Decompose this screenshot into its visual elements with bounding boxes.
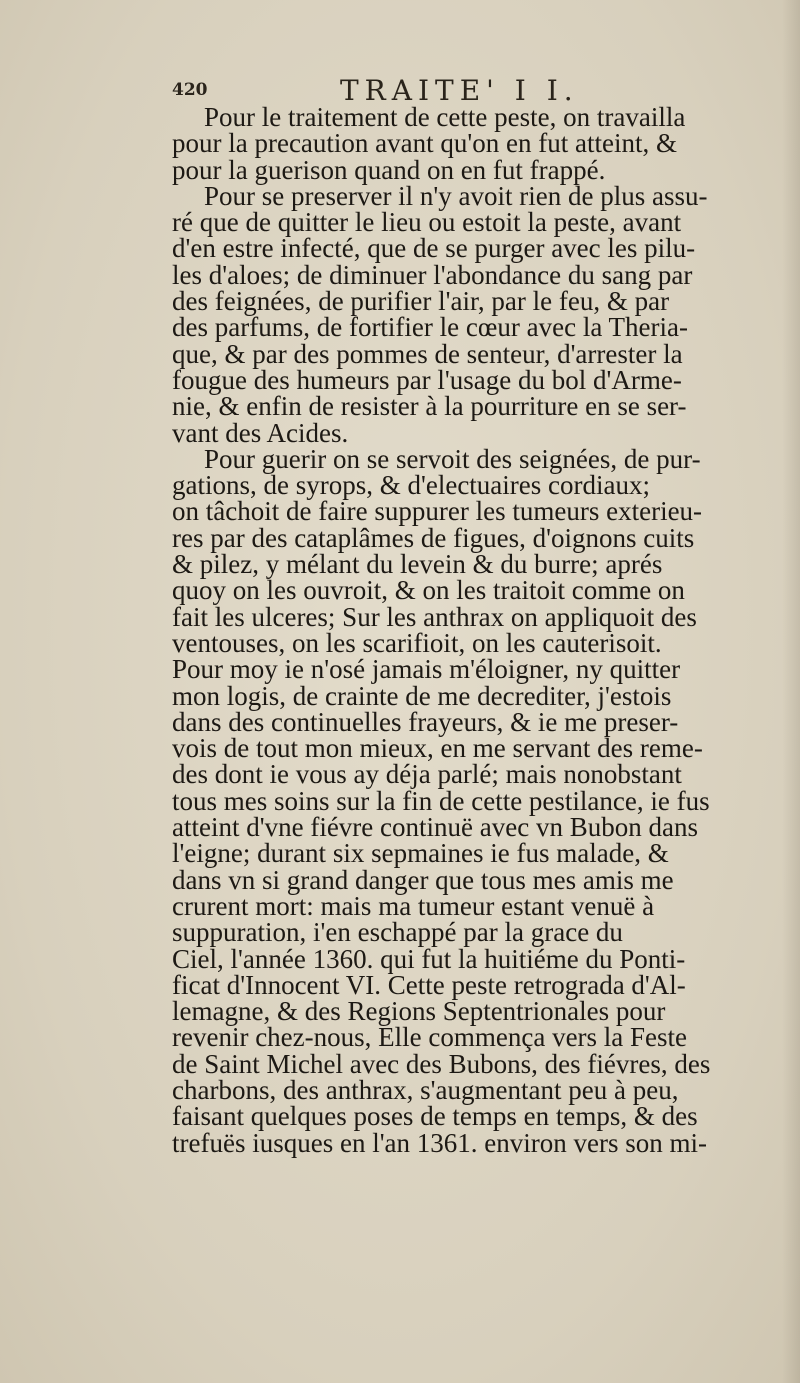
text-line: revenir chez-nous, Elle commença vers la Feste xyxy=(172,1022,688,1053)
text-line: des parfums, de fortifier le cœur avec la Theria- xyxy=(172,312,689,343)
text-line: charbons, des anthrax, s'augmentant peu à peu, xyxy=(172,1074,679,1105)
body-text xyxy=(172,104,768,1156)
text-line: trefuës iusques en l'an 1361. environ vers son mi- xyxy=(172,1127,708,1158)
text-line: res par des cataplâmes de figues, d'oignons cuits xyxy=(172,522,695,553)
text-line: quoy on les ouvroit, & on les traitoit comme on xyxy=(172,575,685,606)
text-line: & pilez, y mélant du levein & du burre; aprés xyxy=(172,549,663,580)
text-line: des dont ie vous ay déja parlé; mais nonobstant xyxy=(172,759,682,790)
text-line: pour la precaution avant qu'on en fut atteint, & xyxy=(172,128,677,159)
text-line: pour la guerison quand on en fut frappé. xyxy=(172,154,606,185)
text-line: mon logis, de crainte de me decrediter, j'estois xyxy=(172,680,672,711)
text-line: crurent mort: mais ma tumeur estant venuë à xyxy=(172,890,655,921)
text-line: ficat d'Innocent VI. Cette peste retrograda d'Al- xyxy=(172,969,686,1000)
text-line: Pour le traitement de cette peste, on travailla xyxy=(204,102,686,132)
text-line: fait les ulceres; Sur les anthrax on appliquoit des xyxy=(172,601,697,632)
text-line: ventouses, on les scarifioit, on les cauterisoit. xyxy=(172,627,662,658)
text-line: les d'aloes; de diminuer l'abondance du sang par xyxy=(172,259,693,290)
text-line: des feignées, de purifier l'air, par le feu, & par xyxy=(172,286,670,317)
page-edge-shadow xyxy=(782,0,800,1383)
text-line: atteint d'vne fiévre continuë avec vn Bubon dans xyxy=(172,812,698,843)
text-line: tous mes soins sur la fin de cette pestilance, ie fus xyxy=(172,785,710,816)
text-line: on tâchoit de faire suppurer les tumeurs exterieu- xyxy=(172,496,703,527)
text-line: d'en estre infecté, que de se purger avec les pilu- xyxy=(172,233,696,264)
page-number: 420 xyxy=(172,80,208,100)
text-line: de Saint Michel avec des Bubons, des fiévres, des xyxy=(172,1048,711,1079)
text-line: ré que de quitter le lieu ou estoit la peste, avant xyxy=(172,207,682,238)
text-line: gations, de syrops, & d'electuaires cordiaux; xyxy=(172,470,650,501)
text-line: vois de tout mon mieux, en me servant des reme- xyxy=(172,733,703,764)
text-line: Ciel, l'année 1360. qui fut la huitiéme du Ponti- xyxy=(172,943,686,974)
text-line: l'eigne; durant six sepmaines ie fus malade, & xyxy=(172,838,669,869)
text-line: Pour guerir on se servoit des seignées, de pur- xyxy=(204,443,701,474)
text-line: nie, & enfin de resister à la pourriture en se ser- xyxy=(172,391,687,422)
running-title: TRAITE' I I. xyxy=(340,74,579,107)
text-line: Pour se preserver il n'y avoit rien de plus assu- xyxy=(204,180,708,211)
text-line: suppuration, i'en eschappé par la grace du xyxy=(172,917,623,948)
text-line: fougue des humeurs par l'usage du bol d'Arme- xyxy=(172,364,682,395)
text-line: que, & par des pommes de senteur, d'arrester la xyxy=(172,338,683,369)
text-line: dans des continuelles frayeurs, & ie me preser- xyxy=(172,706,679,737)
text-line: Pour moy ie n'osé jamais m'éloigner, ny quitter xyxy=(172,654,681,685)
text-line: vant des Acides. xyxy=(172,417,349,448)
text-line: lemagne, & des Regions Septentrionales pour xyxy=(172,996,666,1027)
text-line: dans vn si grand danger que tous mes amis me xyxy=(172,864,674,895)
text-line: faisant quelques poses de temps en temps, & des xyxy=(172,1101,698,1132)
